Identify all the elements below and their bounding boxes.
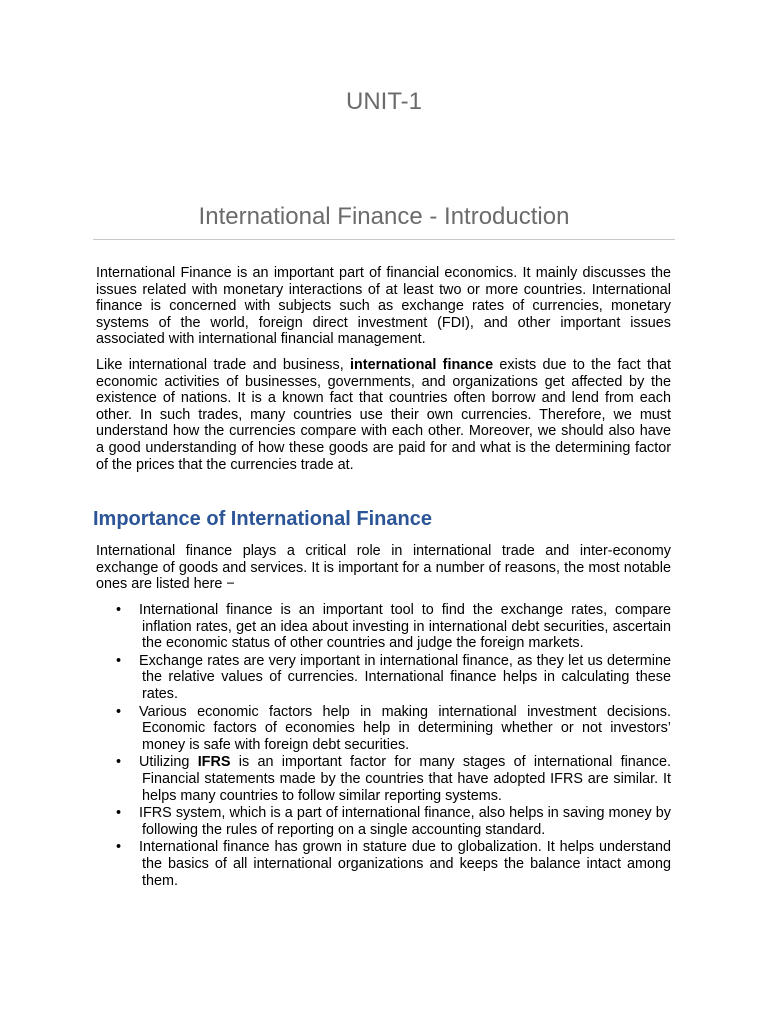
section-heading: Importance of International Finance [93, 508, 432, 530]
bullet-icon: • [116, 703, 122, 720]
title-divider [93, 239, 675, 240]
bullet-icon: • [116, 805, 122, 822]
section-lead-paragraph: International finance plays a critical role in international trade and inter-economy exchange of goods and services. It is important for a number of reasons, the most notable ones are listed here − [96, 543, 671, 593]
intro-paragraph-2 [96, 357, 671, 473]
p2-bold-term: international finance [350, 357, 494, 373]
list-item-text: IFRS system, which is a part of international finance, also helps in saving money by following the rules of reporting on a single accounting standard. [139, 805, 671, 838]
bullet-icon: • [116, 754, 122, 771]
ifrs-bold-term: IFRS [197, 754, 231, 771]
intro-paragraph-1: International Finance is an important part of financial economics. It mainly discusses the issues related with monetary interactions of at least two or more countries. International finance is concerned with subjects such as exchange rates of currencies, monetary systems of the world, foreign direct investment (FDI), and other important issues associated with international financial management. [96, 265, 671, 348]
page-title: International Finance - Introduction [198, 203, 570, 230]
list-item [96, 602, 671, 652]
list-item [96, 839, 671, 889]
bullet-icon: • [116, 839, 122, 856]
importance-list [96, 602, 671, 890]
bullet-icon: • [116, 602, 122, 618]
list-item-text: International finance has grown in stature due to globalization. It helps understand the basics of all international organizations and keeps the balance intact among them. [139, 839, 671, 889]
list-item-text: Various economic factors help in making international investment decisions. Economic factors of economies help in determining whether or not investors’ money is safe with foreign debt securities. [139, 703, 671, 753]
list-item [96, 805, 671, 838]
list-item [96, 704, 671, 754]
p2-text-after: exists due to the fact that economic activities of businesses, governments, and organizations get affected by the existence of nations. It is a known fact that countries often borrow and lend from each other. In such trades, many countries use their own currencies. Therefore, we must understand how the currencies compare with each other. Moreover, we should also have a good understanding of how these goods are paid for and what is the determining factor of the prices that the currencies trade at. [96, 357, 671, 473]
p2-text-before: Like international trade and business, [96, 357, 351, 373]
list-item [96, 754, 671, 804]
list-item-text-before: Utilizing [139, 754, 198, 771]
list-item-text: International finance is an important tool to find the exchange rates, compare inflation rates, get an idea about investing in international debt securities, ascertain the economic status of other countries and judge the foreign markets. [139, 602, 671, 652]
unit-label: UNIT-1 [345, 88, 422, 115]
list-item-text-after: is an important factor for many stages of international finance. Financial statements made by the countries that have adopted IFRS are similar. It helps many countries to follow similar reporting systems. [142, 754, 671, 804]
bullet-icon: • [116, 652, 122, 669]
list-item-text: Exchange rates are very important in international finance, as they let us determine the relative values of currencies. International finance helps in calculating these rates. [139, 652, 671, 702]
list-item [96, 653, 671, 703]
